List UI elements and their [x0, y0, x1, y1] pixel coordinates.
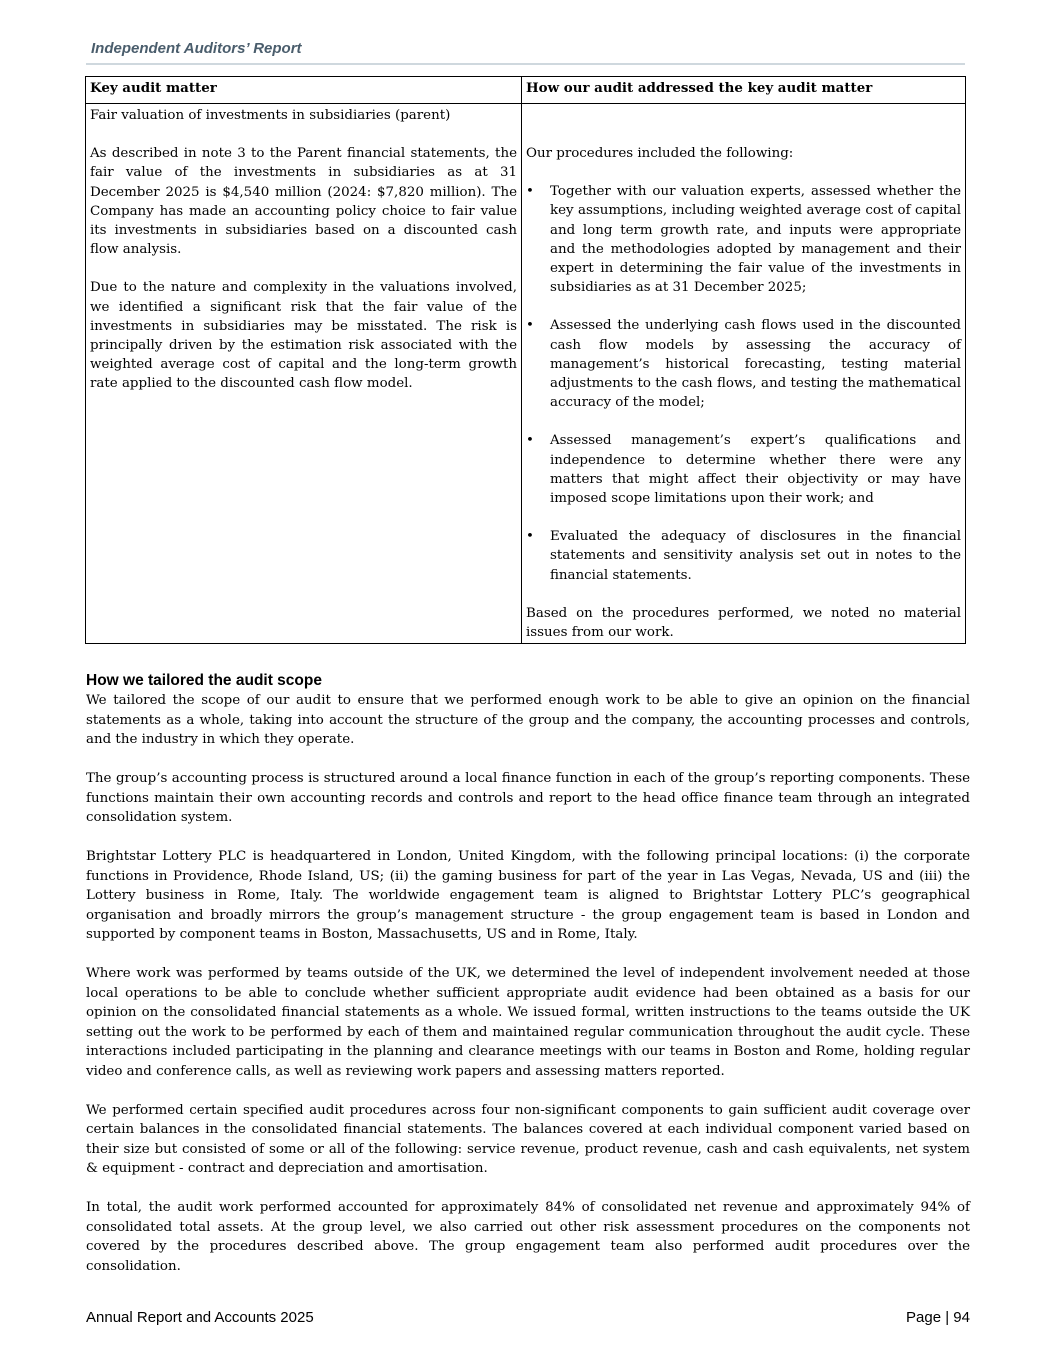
list-item	[526, 316, 961, 412]
footer-report-title: Annual Report and Accounts 2025	[86, 1309, 314, 1326]
page-header	[86, 39, 965, 65]
matter-title: Fair valuation of investments in subsidiaries (parent)	[90, 108, 451, 123]
procedures-conclusion: Based on the procedures performed, we noted no material issues from our work.	[526, 605, 961, 641]
scope-body	[86, 691, 970, 1296]
body-paragraph: Where work was performed by teams outside of the UK, we determined the level of independent involvement needed at those local operations to be able to conclude whether sufficient appropriate audit evidence had been obtained as a basis for our opinion on the consolidated financial statements as a whole. We issued formal, written instructions to the teams outside the UK setting out the work to be performed by each of them and maintained regular communication throughout the audit cycle. These interactions included participating in the planning and clearance meetings with our teams in Boston and Rome, holding regular video and conference calls, as well as reviewing work papers and assessing matters reported.	[86, 966, 970, 1079]
column-header-key-audit-matter: Key audit matter	[86, 77, 522, 104]
bullet-icon: •	[526, 433, 534, 449]
table-header-row	[86, 77, 966, 104]
column-header-how-addressed: How our audit addressed the key audit matter	[522, 77, 966, 104]
matter-paragraph: Due to the nature and complexity in the valuations involved, we identified a significant risk that the fair value of the investments in subsidiaries may be misstated. The risk is principally driven by the estimation risk associated with the weighted average cost of capital and the long-term growth rate applied to the discounted cash flow model.	[90, 280, 517, 392]
body-paragraph: The group’s accounting process is structured around a local finance function in each of the group’s reporting components. These functions maintain their own accounting records and controls and report to the head office finance team through an integrated consolidation system.	[86, 771, 970, 825]
body-paragraph: Brightstar Lottery PLC is headquartered in London, United Kingdom, with the following principal locations: (i) the corporate functions in Providence, Rhode Island, US; (ii) the gaming business for part of the year in Las Vegas, Nevada, US and (iii) the Lottery business in Rome, Italy. The worldwide engagement team is aligned to Brightstar Lottery PLC’s geographical organisation and broadly mirrors the group’s management structure - the group engagement team is based in London and supported by component teams in Boston, Massachusetts, US and in Rome, Italy.	[86, 849, 970, 942]
list-item-text: Assessed management’s expert’s qualifications and independence to determine whether there were any matters that might affect their objectivity or may have imposed scope limitations upon their work; and	[550, 433, 961, 507]
bullet-icon: •	[526, 318, 534, 334]
header-title: Independent Auditors’ Report	[91, 40, 302, 57]
list-item	[526, 431, 961, 508]
bullet-icon: •	[526, 529, 534, 545]
list-item-text: Evaluated the adequacy of disclosures in the financial statements and sensitivity analysis set out in notes to the financial statements.	[550, 529, 961, 583]
list-item	[526, 182, 961, 297]
table-row	[86, 104, 966, 644]
procedures-list	[526, 182, 961, 585]
procedures-intro: Our procedures included the following:	[526, 146, 794, 161]
key-audit-matter-cell	[86, 104, 522, 644]
bullet-icon: •	[526, 184, 534, 200]
page-number: Page | 94	[906, 1309, 970, 1326]
body-paragraph: We tailored the scope of our audit to ensure that we performed enough work to be able to give an opinion on the financial statements as a whole, taking into account the structure of the group and the company, the accounting processes and controls, and the industry in which they operate.	[86, 693, 970, 747]
section-heading: How we tailored the audit scope	[86, 672, 322, 689]
list-item	[526, 527, 961, 585]
body-paragraph: In total, the audit work performed accounted for approximately 84% of consolidated net revenue and approximately 94% of consolidated total assets. At the group level, we also carried out other risk assessment procedures on the components not covered by the procedures described above. The group engagement team also performed audit procedures over the consolidation.	[86, 1200, 970, 1274]
body-paragraph: We performed certain specified audit procedures across four non-significant components to gain sufficient audit coverage over certain balances in the consolidated financial statements. The balances covered at each individual component varied based on their size but consisted of some or all of the following: service revenue, product revenue, cash and cash equivalents, net system & equipment - contract and depreciation and amortisation.	[86, 1102, 970, 1176]
matter-paragraph: As described in note 3 to the Parent financial statements, the fair value of the investments in subsidiaries as at 31 December 2025 is $4,540 million (2024: $7,820 million). The Company has made an accounting policy choice to fair value its investments in subsidiaries based on a discounted cash flow analysis.	[90, 146, 517, 258]
audit-response-cell	[522, 104, 966, 644]
key-audit-matter-table	[85, 76, 966, 644]
list-item-text: Assessed the underlying cash flows used in the discounted cash flow models by assessing the accuracy of management’s historical forecasting, testing material adjustments to the cash flows, and testing the mathematical accuracy of the model;	[550, 318, 961, 411]
list-item-text: Together with our valuation experts, assessed whether the key assumptions, including weighted average cost of capital and long term growth rate, and inputs were appropriate and the methodologies adopted by management and their expert in determining the fair value of the investments in subsidiaries as at 31 December 2025;	[550, 184, 961, 296]
